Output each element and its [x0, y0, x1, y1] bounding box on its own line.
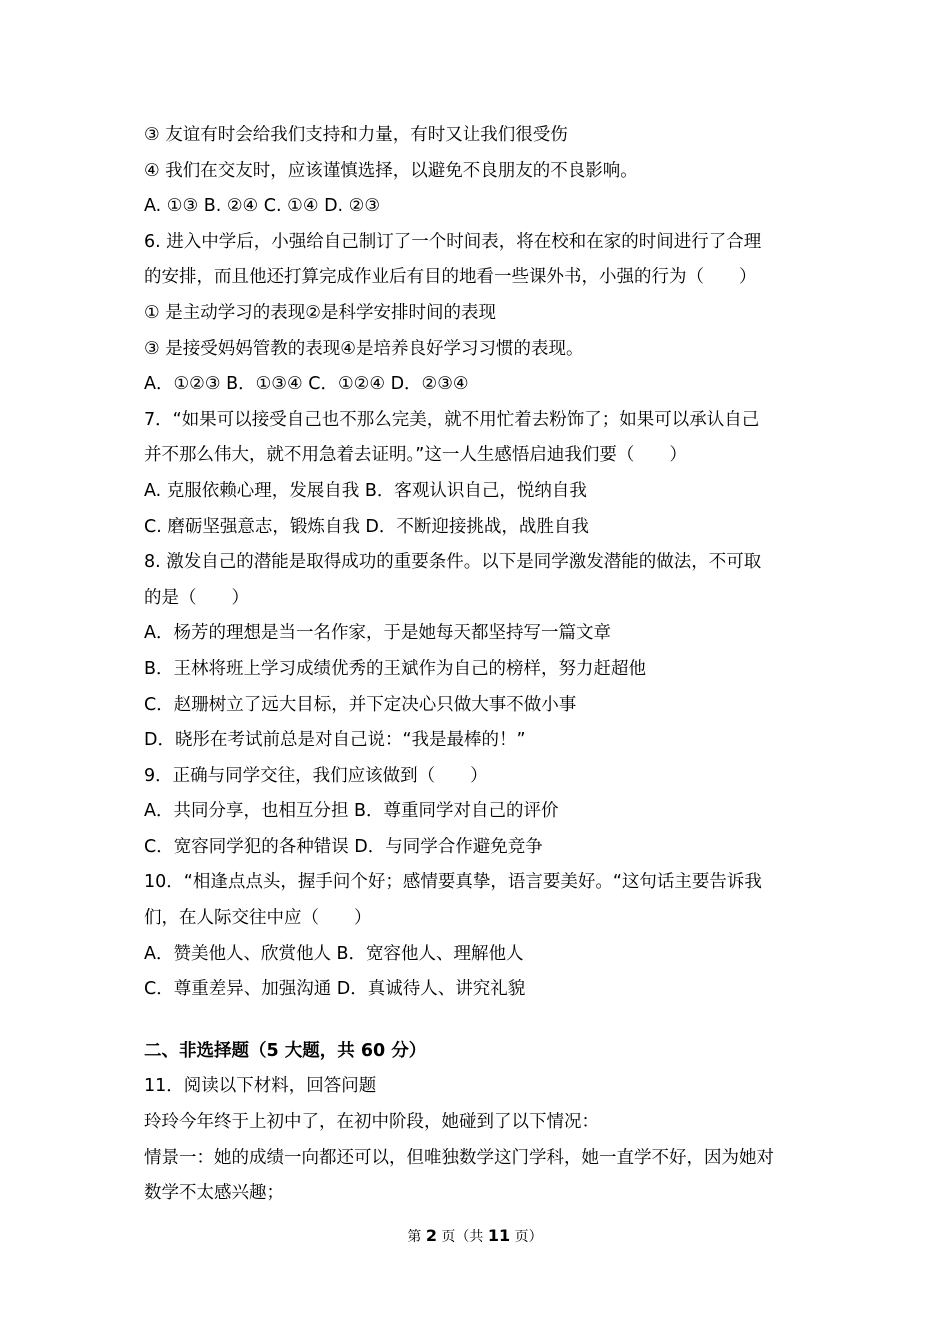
text-line: C．尊重差异、加强沟通 D．真诚待人、讲究礼貌: [144, 979, 526, 1000]
text-line: A. 克服依赖心理，发展自我 B．客观认识自己，悦纳自我: [144, 480, 587, 501]
text-line: 的是（ ）: [144, 587, 249, 608]
text-line: 8. 激发自己的潜能是取得成功的重要条件。以下是同学激发潜能的做法，不可取: [144, 552, 762, 573]
section-heading: 二、非选择题（5 大题，共 60 分）: [144, 1040, 427, 1061]
text-line: 情景一：她的成绩一向都还可以，但唯独数学这门学科，她一直学不好，因为她对: [144, 1147, 774, 1168]
text-line: A．杨芳的理想是当一名作家，于是她每天都坚持写一篇文章: [144, 623, 611, 644]
footer-middle: 页（共: [436, 1229, 488, 1245]
text-line: 7．“如果可以接受自己也不那么完美，就不用忙着去粉饰了；如果可以承认自己: [144, 409, 760, 430]
text-line: 们，在人际交往中应（ ）: [144, 908, 372, 929]
text-line: A．赞美他人、欣赏他人 B．宽容他人、理解他人: [144, 943, 524, 964]
text-line: A. ①③ B. ②④ C. ①④ D. ②③: [144, 196, 381, 217]
text-line: 数学不太感兴趣；: [144, 1183, 284, 1204]
text-line: 的安排，而且他还打算完成作业后有目的地看一些课外书，小强的行为（ ）: [144, 267, 757, 288]
page-footer: [0, 1226, 950, 1246]
text-line: C. 磨砺坚强意志，锻炼自我 D．不断迎接挑战，战胜自我: [144, 516, 589, 537]
text-line: ③ 是接受妈妈管教的表现④是培养良好学习习惯的表现。: [144, 338, 584, 359]
text-line: B．王林将班上学习成绩优秀的王斌作为自己的榜样，努力赶超他: [144, 658, 647, 679]
text-line: 10．“相逢点点头，握手问个好；感情要真挚，语言要美好。“这句话主要告诉我: [144, 872, 762, 893]
text-line: D．晓彤在考试前总是对自己说：“我是最棒的！”: [144, 730, 526, 751]
text-line: 6. 进入中学后，小强给自己制订了一个时间表，将在校和在家的时间进行了合理: [144, 231, 762, 252]
text-line: ① 是主动学习的表现②是科学安排时间的表现: [144, 302, 496, 323]
text-line: 9．正确与同学交往，我们应该做到（ ）: [144, 765, 488, 786]
text-line: 并不那么伟大，就不用急着去证明。”这一人生感悟启迪我们要（ ）: [144, 445, 687, 466]
footer-suffix: 页）: [510, 1229, 543, 1245]
text-line: A．①②③ B．①③④ C．①②④ D．②③④: [144, 374, 469, 395]
question-block: [144, 118, 824, 1008]
text-line: 11．阅读以下材料，回答问题: [144, 1076, 377, 1097]
page-content: [144, 118, 824, 1212]
text-line: ④ 我们在交友时，应该谨慎选择，以避免不良朋友的不良影响。: [144, 160, 638, 181]
text-line: ③ 友谊有时会给我们支持和力量，有时又让我们很受伤: [144, 125, 568, 145]
text-line: 玲玲今年终于上初中了，在初中阶段，她碰到了以下情况：: [144, 1112, 599, 1133]
text-line: C．宽容同学犯的各种错误 D．与同学合作避免竞争: [144, 836, 543, 857]
footer-total-pages: 11: [487, 1226, 511, 1245]
footer-page-number: 2: [425, 1226, 437, 1245]
footer-prefix: 第: [407, 1229, 426, 1245]
text-line: C．赵珊树立了远大目标，并下定决心只做大事不做小事: [144, 694, 577, 715]
question-block-continued: [144, 1069, 824, 1211]
text-line: A．共同分享，也相互分担 B．尊重同学对自己的评价: [144, 801, 559, 822]
